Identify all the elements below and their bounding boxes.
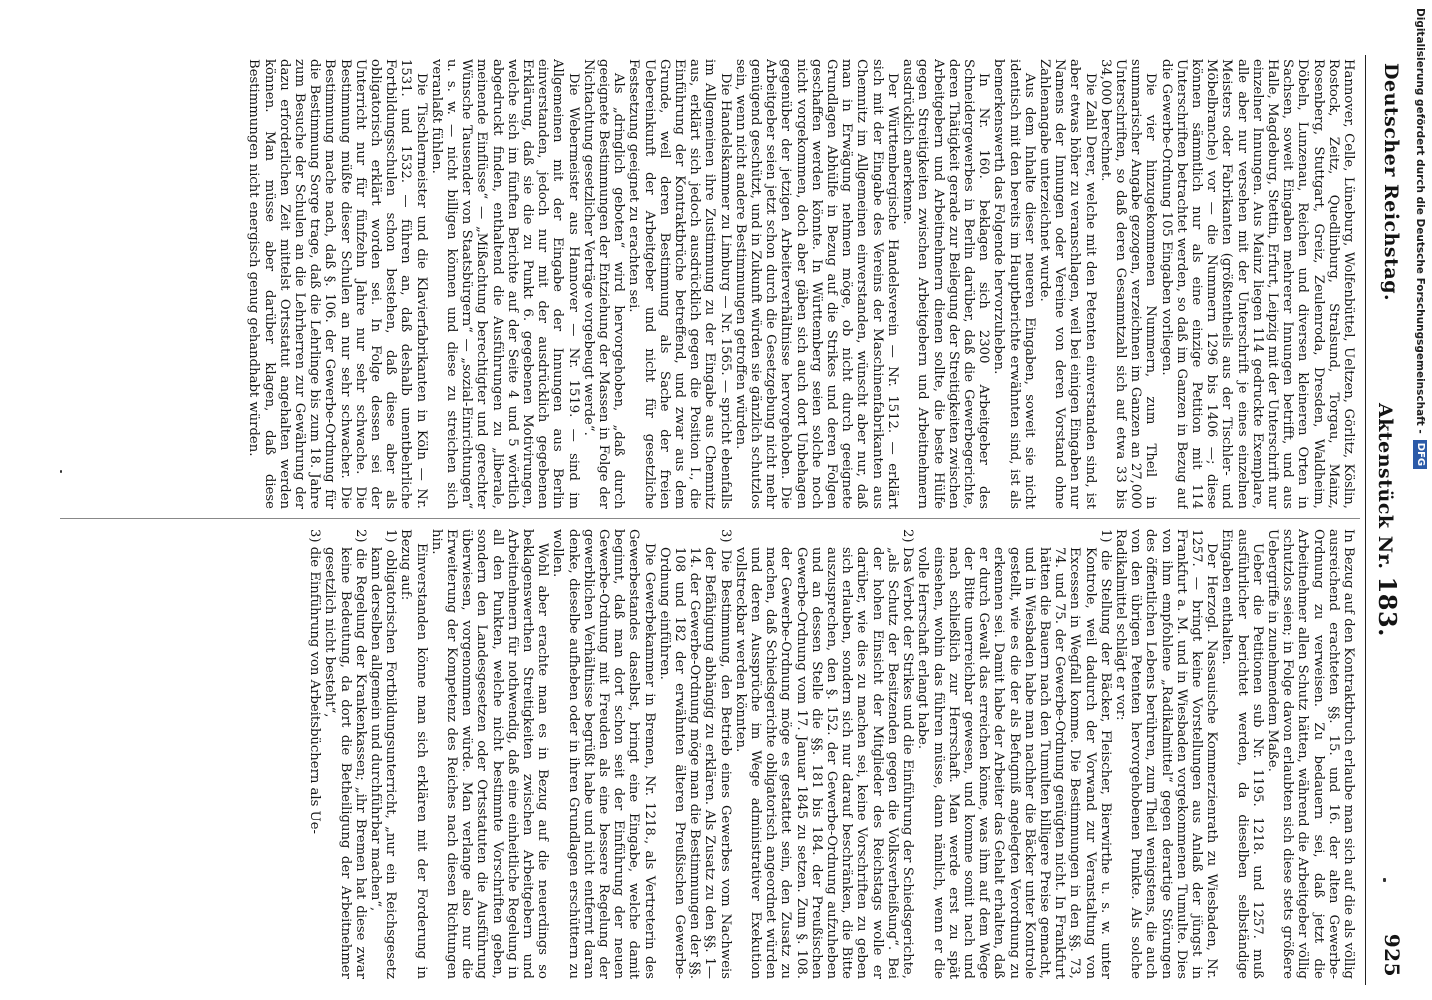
paragraph: Einverstanden könne man sich erklären mit der Forderung in Bezug auf: <box>398 529 429 979</box>
paragraph: Die Tischlermeister und die Klavierfabrikanten in Köln — Nr. 1531. und 1532. — führen an, daß deshalb unentbehrliche Fortbildungsschulen schon bestehen, daß diese aber als obligatorisch erklärt worden sei. In Folge dessen sei der Unterricht nur für fünfzehn Jahre nur sehr schwache. Die Bestimmung müßte dieser Schulen an nur sehr schwacher. Die Bestimmung mache nach, daß §. 106. der Gewerbe-Ordnung für die Bestimmung Sorge trage, daß die Lehrlinge bis zum 18. Jahre zum Besuche der Schulen an die Lehrherren zur Gewährung der dazu erforderlichen Zeit mittelst Ortsstatut angehalten werden können. Man müsse aber darüber klagen, daß diese Bestimmungen nicht energisch genug gehandhabt würden. <box>246 59 429 509</box>
list-item: 2) die Regelung der Krankenkassen; „ihr Bremen hat diese zwar keine Bedeutung, da dort die Betheiligung der Arbeitnehmer gesetzlich nicht besteht“, <box>322 529 368 979</box>
column-divider <box>60 518 1360 519</box>
list-item: 2) Das Verbot der Strikes und die Einführung der Schiedsgerichte, „als Schutz der Besitzenden gegen die Volksverheißung“. Bei der hohen Einsicht der Mitglieder des Reichstags wolle er darüber, wie dies zu machen sei, keine Vorschriften zu geben sich erlauben, sondern sich nur darauf beschränken, die Bitte auszusprechen, den §. 152. der Gewerbe-Ordnung aufzuheben und an dessen Stelle die §§. 181 bis 184. der Preußischen Gewerbe-Ordnung vom 17. Januar 1845 zu setzen. Zum §. 108. der Gewerbe-Ordnung möge es gestattet sein, den Zusatz zu machen, daß Schiedsgerichte obligatorisch angeordnet würden und deren Aussprüche im Wege administrativer Exekution vollstreckbar werden könnten. <box>732 529 916 979</box>
list-item: 1) obligatorischen Fortbildungsunterricht, „nur ein Reichsgesetz kann derselben allgemein und durchführbar machen“, <box>368 529 399 979</box>
left-column <box>56 59 1356 509</box>
document-number <box>1373 55 1402 985</box>
digitization-notice-text: Digitalisierung gefördert durch die Deutsche Forschungsgemeinschaft - <box>1414 8 1426 434</box>
paragraph: Wohl aber erachte man es in Bezug auf die neuerdings so beklagenswerthen Streitigkeiten zwischen Arbeitgebern und Arbeitnehmern für nothwendig, daß eine einheitliche Regelung in all den Punkten, welche nicht bestimmte Vorschriften geben, sondern den Landesgesetzen oder Ortsstatuten die Ausführung überwiesen, vorgenommen würde. Man verlange also nur die Erweiterung der Kompetenz des Reiches nach diesen Richtungen hin. <box>428 529 551 979</box>
dfg-logo: DFG <box>1413 440 1427 469</box>
paragraph: Der Herzogl. Nassauische Kommerzienrath zu Wiesbaden, Nr. 1257. — bringt keine Vorstellungen aus Anlaß der jüngst in Frankfurt a. M. und in Wiesbaden vorgekommenen Tumulte. Dies von ihm empfohlene „Radikalmittel“ gegen derartige Störungen des öffentlichen Lebens berühren, zum Theil wenigstens, die auch von den übrigen Petenten hervorgehobenen Punkte. Als solche Radikalmittel schlägt er vor: <box>1112 529 1220 979</box>
scan-speck <box>60 470 62 473</box>
paragraph: Die Zahl Derer, welche mit den Petenten einverstanden sind, ist aber etwas höher zu veranschlagen, weil bei einigen Eingaben nur Namens der Innungen oder Vereine von deren Vorstand ohne Zahlenangabe unterzeichnet wurde. <box>1036 59 1098 509</box>
paragraph: Die Gewerbekammer in Bremen, Nr. 1218., als Vertreterin des Gewerbestandes daselbst, bringt eine Eingabe, welche damit beginnt, daß man dort schon seit der Einführung der neuen Gewerbe-Ordnung mit Freuden als eine bessere Regelung der gewerblichen Verhältnisse begrüßt habe und nicht entfernt daran denke, dieselbe aufheben oder in ihren Grundlagen erschüttern zu wollen. <box>550 529 657 979</box>
page-number: 925 <box>1380 933 1404 977</box>
paragraph: Als „dringlich geboten“ wird hervorgehoben, „daß durch geeignete Bestimmungen der Entziehung der Massen in Folge der Nichtachtung gesetzlicher Verträge vorgebeugt werde“. <box>580 59 627 509</box>
paragraph: Die Handelskammer zu Limburg — Nr. 1565. — spricht ebenfalls im Allgemeinen ihre Zustimmung zu der Eingabe aus Chemnitz aus, erklärt sich jedoch ausdrücklich gegen die Position I., die Einführung der Kontraktbrüche betreffend, und zwar aus dem Grunde, weil deren Bestimmung als Sache der freien Uebereinkunft der Arbeitgeber und nicht für gesetzliche Festsetzung geeignet zu erachten sei. <box>626 59 733 509</box>
document-number-label: Aktenstück Nr. <box>1374 402 1396 570</box>
paragraph: Die Webermeister aus Hannover — Nr. 1519. — sind im Allgemeinen mit der Eingabe der Innungen aus Berlin einverstanden, jedoch nur mit der ausdrücklich gegebenen Erklärung, daß sie die zu Punkt 6. gegebenen Motivirungen, welche sich im fünften Berichte auf der Seite 4 und 5 wörtlich abgedruckt finden, enthaltend die Ausführungen zu „liberale, meinende Einflüsse“ — „Mißachtung berechtigter und gerechter Wünsche Tausender von Staatsbürgern“ — „sozial-Einrichtungen“ u. s. w. — nicht billigen können und diese zu streichen sich veranlaßt fühlen. <box>428 59 581 509</box>
paragraph: Hannover, Celle, Lüneburg, Wolfenbüttel, Ueltzen, Görlitz, Köslin, Rostock, Zeitz, Quedlinburg, Stralsund, Torgau, Mainz, Rosenberg, Stuttgart, Greiz, Zeulenroda, Dresden, Waldheim, Döbeln, Lunzenau, Reichen und diversen kleineren Orten in Sachsen, soweit Eingaben mehrerer Innungen betrifft, und aus Halle, Magdeburg, Stettin, Erfurt, Leipzig mit der Unterschrift nur einzelner Innungen. Aus Mainz liegen 114 gedruckte Exemplare, alle aber nur versehen mit der Unterschrift je eines einzelnen Meisters oder Fabrikanten (größtentheils aus der Tischler- und Möbelbranche) vor — die Nummern 1296 bis 1406 —; diese können sämmtlich nur als eine einzige Petition mit 114 Unterschriften betrachtet werden, so daß im Ganzen in Bezug auf die Gewerbe-Ordnung 105 Eingaben vorliegen. <box>1158 59 1356 509</box>
scan-speck <box>1383 878 1386 882</box>
rotated-page-content <box>40 55 1410 985</box>
digitization-notice <box>1411 8 1429 998</box>
paragraph: In Bezug auf den Kontraktbruch erlaube man sich auf die als völlig ausreichend erachteten §§. 15. und 16. der alten Gewerbe-Ordnung zu verweisen. Zu bedauern sei, daß jetzt die Arbeitnehmer allen Schutz hätten, während die Arbeitgeber völlig schutzlos seien; in Folge davon erlaubten sich diese stets größere Uebergriffe in zunehmendem Maße. <box>1264 529 1356 979</box>
list-item: 3) die Einführung von Arbeitsbüchern als Ue- <box>307 529 323 834</box>
paragraph: Aus dem Inhalte dieser neueren Eingaben, soweit sie nicht identisch mit den bereits im Hauptberichte erwähnten sind, ist als bemerkenswerth das Folgende hervorzuheben. <box>991 59 1037 509</box>
header-rule <box>1365 55 1366 985</box>
paragraph: In Nr. 160. beklagen sich 2300 Arbeitgeber des Schneidergewerbes in Berlin darüber, daß die Gewerbegerichte, deren Thätigkeit gerade zur Beilegung der Streitigkeiten zwischen Arbeitgebern und Arbeitnehmern dienen sollte, die beste Hülfe gegen Streitigkeiten zwischen Arbeitgebern und Arbeitnehmern ausdrücklich anerkenne. <box>900 59 992 509</box>
paragraph: Die vier hinzugekommenen Nummern, zum Theil in summarischer Angabe gezogen, verzeichnen im Ganzen an 27,000 Unterschriften, so daß deren Gesammtzahl sich auf etwa 33 bis 34,000 berechnet. <box>1097 59 1159 509</box>
list-item: 3) Die Bestimmung, den Betrieb eines Gewerbes vom Nachweis der Befähigung abhängig zu erklären. Als Zusatz zu den §§. 1—14. der Gewerbe-Ordnung möge man die Bestimmungen der §§. 108 und 182 der erwähnten älteren Preußischen Gewerbe-Ordnung einführen. <box>656 529 733 979</box>
running-title: Deutscher Reichstag. <box>1380 63 1402 302</box>
list-item: 1) die Stellung der Bäcker, Fleischer, Bierwirthe u. s. w. unter Kontrole, weil dadurch der Vorwand zur Veranstaltung von Excessen in Wegfall komme. Die Bestimmungen in den §§. 73, 74. und 75. der Gewerbe-Ordnung genügten nicht. In Frankfurt hätten die Bauern nach den Tumulten billigere Preise gemacht, und in Wiesbaden habe man nachher die Bäcker unter Kontrole gestellt, wie es die der als Befugniß angelegten Verordnung zu erkennen sei. Damit habe der Arbeiter das Gehalt erhalten, daß er durch Gewalt das erreichen könne, was ihm auf dem Wege der Bitte unerreichbar gewesen, und komme somit nach und nach schließlich zur Herrschaft. Man werde erst zu spät einsehen, wohin das führen müsse, dann nämlich, wenn er die volle Herrschaft erlangt habe. <box>915 529 1113 979</box>
document-number-value: 183. <box>1373 576 1402 638</box>
paragraph: Der Württembergische Handelsverein — Nr. 1512. — erklärt sich mit der Eingabe des Vereins der Maschinenfabrikanten aus Chemnitz im Allgemeinen einverstanden, wünscht aber nur, daß man in Erwägung nehmen möge, ob nicht durch geeignete Grundlagen Abhülfe in Bezug auf die Strikes und deren Folgen geschaffen werden könnte. In Württemberg seien solche noch nicht vorgekommen, doch aber gäben sich auch dort Unbehagen gegenüber der jetzigen Arbeiterverhältnisse hervorgehoben. Die Arbeitgeber seien jetzt schon durch die Gesetzgebung nicht mehr genügend geschützt, und in Zukunft würden sie gänzlich schutzlos sein, wenn nicht andere Bestimmungen getroffen würden. <box>732 59 900 509</box>
paragraph: Ueber die Petitionen sub Nr. 1195. 1218. und 1257. muß ausführlicher berichtet werden, da dieselben selbständige Eingaben enthalten. <box>1219 529 1265 979</box>
right-column <box>56 529 1356 979</box>
